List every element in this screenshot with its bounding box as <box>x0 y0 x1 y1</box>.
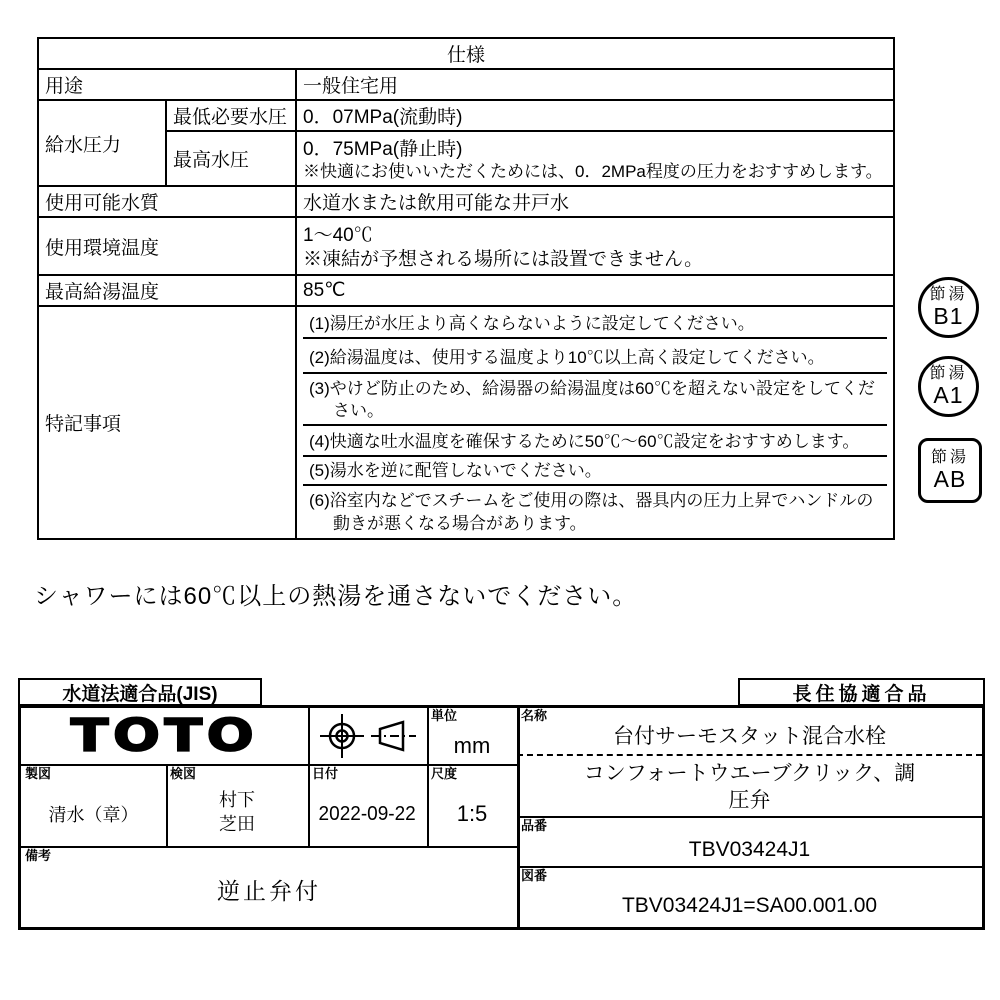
spec-row-min-pressure-value: 0．07MPa(流動時) <box>296 100 894 131</box>
product-name-line2: コンフォートウエーブクリック、調圧弁 <box>583 761 916 812</box>
spec-row-max-temp-label: 最高給湯温度 <box>38 275 296 306</box>
remarks-cell <box>21 848 520 927</box>
spec-row-usage-label: 用途 <box>38 69 296 100</box>
spec-row-min-pressure-label: 最低必要水圧 <box>166 100 296 131</box>
toto-logo-cell <box>21 708 310 766</box>
spec-row-usage-value: 一般住宅用 <box>296 69 894 100</box>
spec-row-max-pressure-value: 0．75MPa(静止時) <box>303 138 463 160</box>
toto-logo: TOTO <box>70 710 259 762</box>
drawing-number-value: TBV03424J1=SA00.001.00 <box>621 893 878 917</box>
jis-compliance-badge: 水道法適合品(JIS) <box>18 678 262 706</box>
date-cell <box>308 766 429 848</box>
eco-badge-a1-text: 節湯 <box>929 365 968 382</box>
scale-label: 尺度 <box>431 766 458 781</box>
spec-row-ambient-temp-value: 1～40℃ <box>303 224 373 246</box>
eco-badge-b1-text: 節湯 <box>929 286 968 303</box>
eco-badge-a1-code: A1 <box>933 382 964 408</box>
product-name-cell <box>517 708 982 818</box>
eco-badge-b1-code: B1 <box>933 303 964 329</box>
drafter-value: 清水（章） <box>48 805 139 825</box>
eco-badge-ab-text: 節湯 <box>930 449 969 466</box>
spec-row-ambient-temp-note: ※凍結が予想される場所には設置できません。 <box>303 248 704 270</box>
special-note-1: (1)湯圧が水圧より高くならないように設定してください。 <box>303 308 887 339</box>
drawing-number-label: 図番 <box>521 868 548 883</box>
drawing-number-cell <box>517 868 982 927</box>
special-note-4: (4)快適な吐水温度を確保するために50℃～60℃設定をおすすめします。 <box>303 426 887 457</box>
part-number-label: 品番 <box>521 818 548 833</box>
projection-symbol-cell <box>308 708 429 766</box>
remarks-value: 逆止弁付 <box>217 878 321 904</box>
eco-badge-setsuyu-a1-icon <box>918 356 979 417</box>
spec-row-max-pressure-label: 最高水圧 <box>166 131 296 186</box>
spec-table-title: 仕様 <box>38 38 894 69</box>
part-number-value: TBV03424J1 <box>688 838 811 861</box>
spec-row-special-notes-label: 特記事項 <box>38 306 296 539</box>
checker-name-2: 芝田 <box>219 814 255 834</box>
shower-warning-text: シャワーには60℃以上の熱湯を通さないでください。 <box>34 583 638 610</box>
part-number-cell <box>517 818 982 868</box>
title-block-grid <box>18 705 985 930</box>
eco-badge-ab-code: AB <box>933 466 967 492</box>
scale-cell <box>427 766 520 848</box>
checker-name-1: 村下 <box>219 789 255 810</box>
drafter-cell <box>21 766 168 848</box>
scale-value: 1:5 <box>456 801 488 826</box>
unit-label: 単位 <box>431 708 458 723</box>
spec-table <box>37 37 895 540</box>
drafter-label: 製図 <box>25 766 52 781</box>
third-angle-projection-icon <box>317 713 419 759</box>
eco-badge-setsuyu-ab-icon <box>918 438 982 503</box>
special-note-5: (5)湯水を逆に配管しないでください。 <box>303 457 887 486</box>
date-label: 日付 <box>312 766 339 781</box>
unit-cell <box>427 708 520 766</box>
eco-badge-setsuyu-b1-icon <box>918 277 979 338</box>
product-name-label: 名称 <box>521 708 548 723</box>
checker-label: 検図 <box>170 766 197 781</box>
special-note-6: (6)浴室内などでスチームをご使用の際は、器具内の圧力上昇でハンドルの動きが悪くなる場合があります。 <box>309 491 874 533</box>
product-name-line1: 台付サーモスタット混合水栓 <box>517 708 982 756</box>
spec-row-supply-pressure-label: 給水圧力 <box>38 100 166 186</box>
spec-row-water-quality-label: 使用可能水質 <box>38 186 296 217</box>
special-note-2: (2)給湯温度は、使用する温度より10℃以上高く設定してください。 <box>303 339 887 374</box>
spec-row-max-temp-value: 85℃ <box>296 275 894 306</box>
date-value: 2022-09-22 <box>318 802 417 825</box>
spec-row-ambient-temp-label: 使用環境温度 <box>38 217 296 275</box>
drawing-title-block <box>18 678 985 932</box>
spec-row-max-pressure-note: ※快適にお使いいただくためには、0．2MPa程度の圧力をおすすめします。 <box>303 161 883 181</box>
remarks-label: 備考 <box>25 848 52 863</box>
checker-cell <box>166 766 310 848</box>
unit-value: mm <box>453 733 491 758</box>
choju-compliance-badge: 長住協適合品 <box>738 678 985 706</box>
spec-row-water-quality-value: 水道水または飲用可能な井戸水 <box>296 186 894 217</box>
special-note-3: (3)やけど防止のため、給湯器の給湯温度は60℃を超えない設定をしてください。 <box>303 374 887 426</box>
